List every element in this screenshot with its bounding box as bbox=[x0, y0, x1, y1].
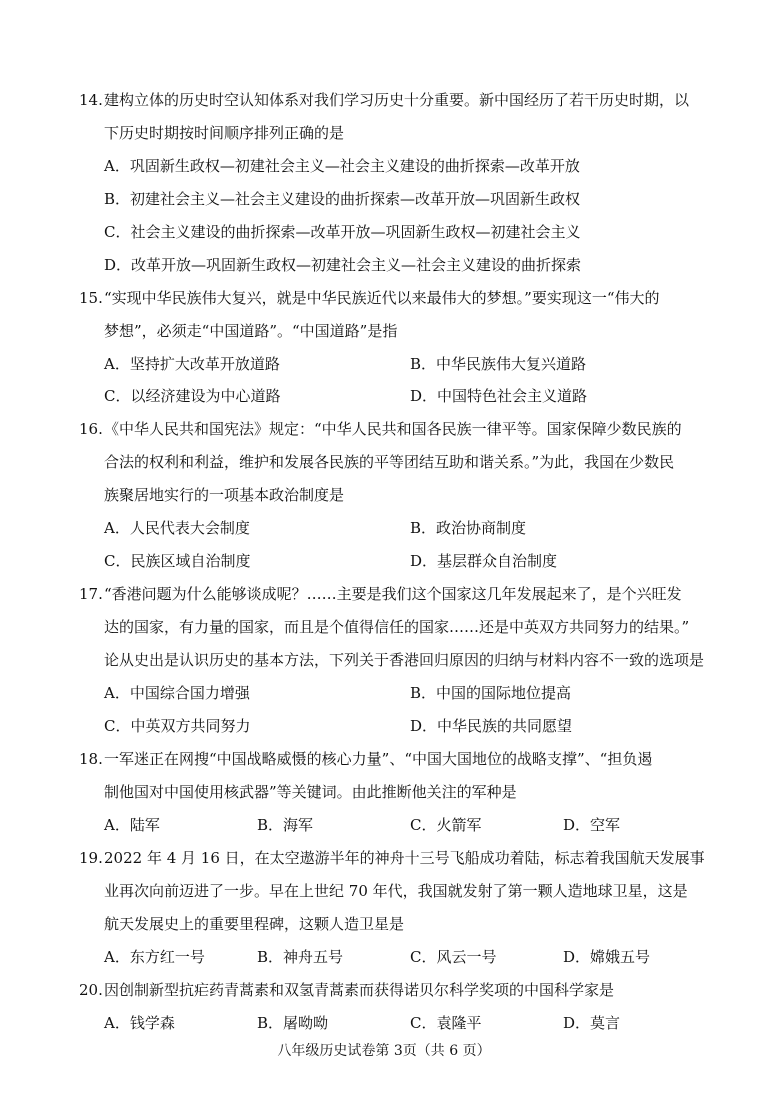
question-16-number: 16. bbox=[79, 420, 103, 438]
page-footer: 八年级历史试卷第 3页（共 6 页） bbox=[277, 1043, 491, 1059]
question-17-stem: 论从史出是认识历史的基本方法，下列关于香港回归原因的归纳与材料内容不一致的选项是 bbox=[104, 651, 705, 669]
option-c: C．民族区域自治制度 bbox=[104, 552, 251, 570]
option-d: D．莫言 bbox=[563, 1014, 621, 1032]
question-17-number: 17. bbox=[79, 585, 103, 603]
option-c: C．袁隆平 bbox=[410, 1014, 482, 1032]
option-d: D．改革开放—巩固新生政权—初建社会主义—社会主义建设的曲折探索 bbox=[104, 256, 582, 274]
option-c: C．中英双方共同努力 bbox=[104, 717, 251, 735]
question-20-stem: 因创制新型抗疟药青蒿素和双氢青蒿素而获得诺贝尔科学奖项的中国科学家是 bbox=[104, 981, 615, 999]
question-18-stem: 制他国对中国使用核武器”等关键词。由此推断他关注的军种是 bbox=[104, 783, 517, 801]
option-c: C．风云一号 bbox=[410, 948, 497, 966]
option-d: D．嫦娥五号 bbox=[563, 948, 651, 966]
option-d: D．中国特色社会主义道路 bbox=[410, 387, 588, 405]
question-16-stem: 合法的权利和利益，维护和发展各民族的平等团结互助和谐关系。”为此，我国在少数民 bbox=[104, 453, 675, 471]
option-c: C．以经济建设为中心道路 bbox=[104, 387, 281, 405]
question-19-number: 19. bbox=[79, 849, 103, 867]
question-18-stem: 一军迷正在网搜“中国战略威慑的核心力量”、“中国大国地位的战略支撑”、“担负遏 bbox=[104, 750, 653, 768]
option-c: C．火箭军 bbox=[410, 816, 482, 834]
question-19-stem: 2022 年 4 月 16 日，在太空遨游半年的神舟十三号飞船成功着陆，标志着我国航天发展事 bbox=[104, 849, 705, 867]
question-16-stem: 族聚居地实行的一项基本政治制度是 bbox=[104, 486, 345, 504]
option-a: A．中国综合国力增强 bbox=[104, 684, 250, 702]
question-15-stem: 梦想”，必须走“中国道路”。“中国道路”是指 bbox=[104, 322, 398, 340]
option-a: A．东方红一号 bbox=[104, 948, 205, 966]
option-a: A．巩固新生政权—初建社会主义—社会主义建设的曲折探索—改革开放 bbox=[104, 157, 580, 175]
question-14-stem: 下历史时期按时间顺序排列正确的是 bbox=[104, 124, 345, 142]
option-a: A．坚持扩大改革开放道路 bbox=[104, 355, 280, 373]
question-14-stem: 建构立体的历史时空认知体系对我们学习历史十分重要。新中国经历了若干历史时期，以 bbox=[104, 91, 690, 109]
option-b: B．屠呦呦 bbox=[257, 1014, 329, 1032]
question-19-stem: 业再次向前迈进了一步。早在上世纪 70 年代，我国就发射了第一颗人造地球卫星，这是 bbox=[104, 882, 688, 900]
option-d: D．中华民族的共同愿望 bbox=[410, 717, 573, 735]
option-a: A．陆军 bbox=[104, 816, 160, 834]
question-16-stem: 《中华人民共和国宪法》规定：“中华人民共和国各民族一律平等。国家保障少数民族的 bbox=[104, 420, 682, 438]
question-15-number: 15. bbox=[79, 289, 103, 307]
option-b: B．海军 bbox=[257, 816, 314, 834]
question-19-stem: 航天发展史上的重要里程碑，这颗人造卫星是 bbox=[104, 915, 405, 933]
question-14-number: 14. bbox=[79, 91, 103, 109]
question-17-stem: “香港问题为什么能够谈成呢？……主要是我们这个国家这几年发展起来了，是个兴旺发 bbox=[104, 585, 682, 603]
question-17-stem: 达的国家，有力量的国家，而且是个值得信任的国家……还是中英双方共同努力的结果。” bbox=[104, 618, 690, 636]
option-b: B．初建社会主义—社会主义建设的曲折探索—改革开放—巩固新生政权 bbox=[104, 190, 581, 208]
question-20-number: 20. bbox=[79, 981, 103, 999]
option-b: B．中国的国际地位提高 bbox=[410, 684, 572, 702]
option-d: D．基层群众自治制度 bbox=[410, 552, 558, 570]
option-b: B．中华民族伟大复兴道路 bbox=[410, 355, 587, 373]
option-d: D．空军 bbox=[563, 816, 621, 834]
question-18-number: 18. bbox=[79, 750, 103, 768]
option-b: B．政治协商制度 bbox=[410, 519, 527, 537]
option-a: A．钱学森 bbox=[104, 1014, 175, 1032]
option-b: B．神舟五号 bbox=[257, 948, 344, 966]
question-15-stem: “实现中华民族伟大复兴，就是中华民族近代以来最伟大的梦想。”要实现这一“伟大的 bbox=[104, 289, 660, 307]
option-c: C．社会主义建设的曲折探索—改革开放—巩固新生政权—初建社会主义 bbox=[104, 223, 581, 241]
option-a: A．人民代表大会制度 bbox=[104, 519, 250, 537]
